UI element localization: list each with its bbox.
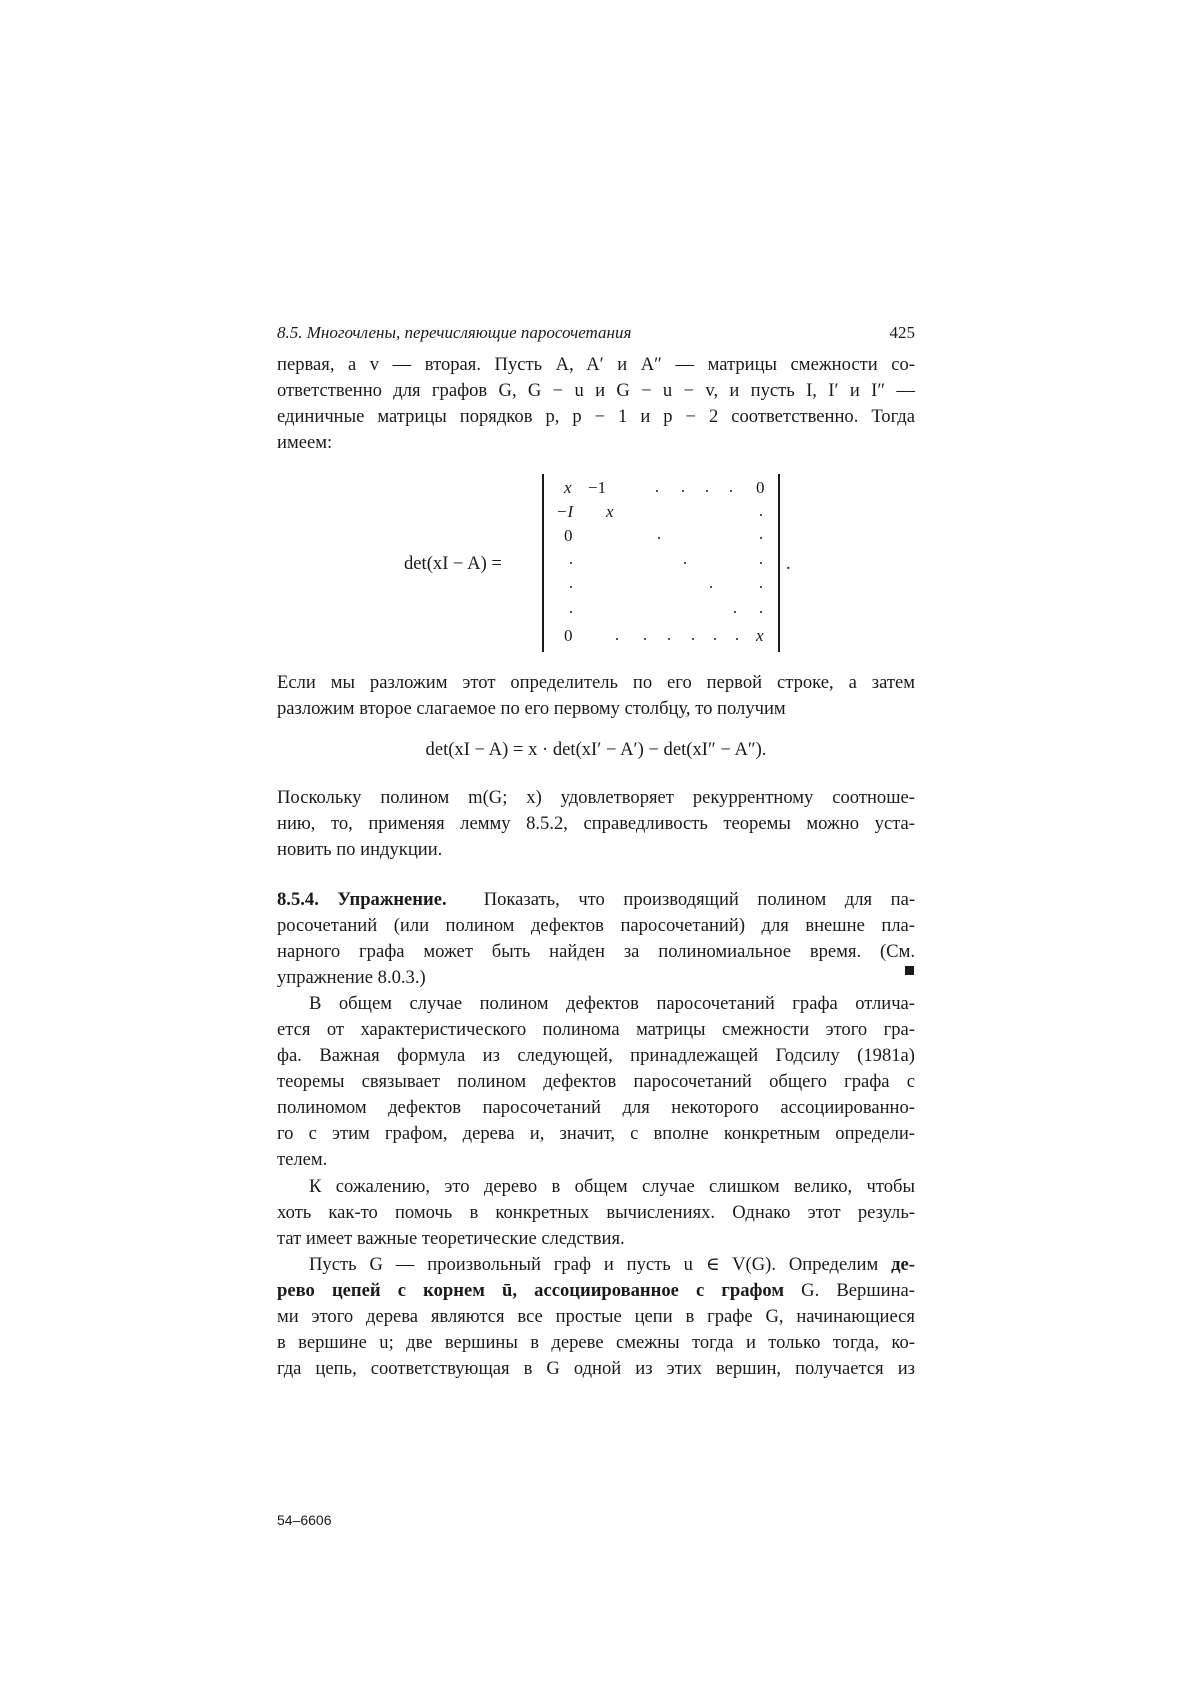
text-line: фа. Важная формула из следующей, принадлежащей Годсилу (1981a): [277, 1045, 915, 1066]
matrix-dot: [656, 490, 658, 492]
determinant-period: .: [786, 553, 791, 574]
matrix-right-bar: [778, 474, 780, 652]
exercise-8-5-4: [277, 887, 915, 991]
text-line: G. Вершина-: [784, 1280, 915, 1301]
matrix-dot: [760, 586, 762, 588]
text-line: новить по индукции.: [277, 839, 443, 860]
text-line: нию, то, применяя лемму 8.5.2, справедливость теоремы можно уста-: [277, 813, 915, 834]
matrix-dot: [570, 562, 572, 564]
text-line: упражнение 8.0.3.): [277, 967, 426, 988]
paragraph-tree-size: [277, 1174, 915, 1252]
text-line: Пусть G — произвольный граф и пусть u ∈ V(G). Определим: [309, 1254, 892, 1275]
matrix-dot: [644, 638, 646, 640]
text-line: Поскольку полином m(G; x) удовлетворяет рекуррентному соотноше-: [277, 787, 915, 808]
matrix-dot: [570, 611, 572, 613]
exercise-heading: 8.5.4. Упражнение.: [277, 889, 447, 910]
display-equation: det(xI − A) = x · det(xI′ − A′) − det(xI″ − A″).: [425, 739, 767, 760]
matrix-cell: −I: [556, 502, 574, 521]
running-head: [277, 323, 915, 343]
matrix-dot: [668, 638, 670, 640]
matrix-dot: [760, 514, 762, 516]
term-bold: рево цепей с корнем ū, ассоциированное с графом: [277, 1280, 784, 1301]
text-line: гда цепь, соответствующая в G одной из этих вершин, получается из: [277, 1358, 915, 1379]
text-line: телем.: [277, 1149, 328, 1170]
paragraph-godsil: [277, 991, 915, 1173]
matrix-cell: x: [564, 478, 572, 497]
term-bold: де-: [891, 1254, 915, 1275]
text-line: В общем случае полином дефектов паросочетаний графа отлича-: [309, 993, 915, 1014]
text-line: единичные матрицы порядков p, p − 1 и p − 2 соответственно. Тогда: [277, 406, 915, 427]
matrix-dot: [616, 638, 618, 640]
matrix-dot: [682, 490, 684, 492]
determinant-matrix: [542, 474, 780, 652]
text-line: в вершине u; две вершины в дереве смежны тогда и только тогда, ко-: [277, 1332, 915, 1353]
matrix-cell: −1: [588, 478, 607, 497]
matrix-cell: 0: [564, 526, 573, 545]
determinant-lhs: det(xI − A) =: [404, 553, 502, 574]
text-line: тат имеет важные теоретические следствия.: [277, 1228, 625, 1249]
matrix-cell: x: [606, 502, 614, 521]
paragraph-induction: [277, 785, 915, 863]
text-line: первая, а v — вторая. Пусть A, A′ и A″ — матрицы смежности со-: [277, 354, 915, 375]
matrix-dot: [710, 586, 712, 588]
matrix-dot: [658, 537, 660, 539]
matrix-dot: [760, 537, 762, 539]
text-line: имеем:: [277, 432, 333, 453]
matrix-dot: [760, 562, 762, 564]
text-line: К сожалению, это дерево в общем случае слишком велико, чтобы: [309, 1176, 915, 1197]
matrix-cell: 0: [756, 478, 765, 497]
matrix-dot: [706, 490, 708, 492]
page-number: 425: [889, 323, 915, 342]
text-line: Если мы разложим этот определитель по его первой строке, а затем: [277, 672, 915, 693]
matrix-cell: x: [756, 626, 764, 645]
matrix-dot: [684, 562, 686, 564]
paragraph-expansion: [277, 670, 915, 722]
matrix-dot: [736, 638, 738, 640]
signature-mark: 54–6606: [277, 1512, 332, 1528]
paragraph-path-tree-definition: [277, 1252, 915, 1382]
paragraph-adjacency-matrices: [277, 352, 915, 456]
matrix-dot: [730, 490, 732, 492]
matrix-dot: [570, 586, 572, 588]
text-line: ми этого дерева являются все простые цепи в графе G, начинающиеся: [277, 1306, 915, 1327]
matrix-left-bar: [542, 474, 544, 652]
matrix-dot: [692, 638, 694, 640]
text-line: нарного графа может быть найден за полиномиальное время. (См.: [277, 941, 915, 962]
text-line: разложим второе слагаемое по его первому столбцу, то получим: [277, 698, 786, 719]
text-line: Показать, что производящий полином для па-: [483, 889, 916, 910]
matrix-dot: [760, 611, 762, 613]
matrix-dot: [714, 638, 716, 640]
text-line: хоть как-то помочь в конкретных вычислениях. Однако этот резуль-: [277, 1202, 915, 1223]
text-line: теоремы связывает полином дефектов паросочетаний общего графа с: [277, 1071, 915, 1092]
matrix-cell: 0: [564, 626, 573, 645]
text-line: полиномом дефектов паросочетаний для некоторого ассоциированно-: [277, 1097, 915, 1118]
text-line: го с этим графом, дерева и, значит, с вполне конкретным определи-: [277, 1123, 915, 1144]
text-line: ответственно для графов G, G − u и G − u − v, и пусть I, I′ и I″ —: [277, 380, 915, 401]
matrix-dot: [734, 611, 736, 613]
running-head-title: 8.5. Многочлены, перечисляющие паросочетания: [277, 323, 632, 342]
text-line: росочетаний (или полином дефектов паросочетаний) для внешне пла-: [277, 915, 915, 936]
text-line: ется от характеристического полинома матрицы смежности этого гра-: [277, 1019, 915, 1040]
